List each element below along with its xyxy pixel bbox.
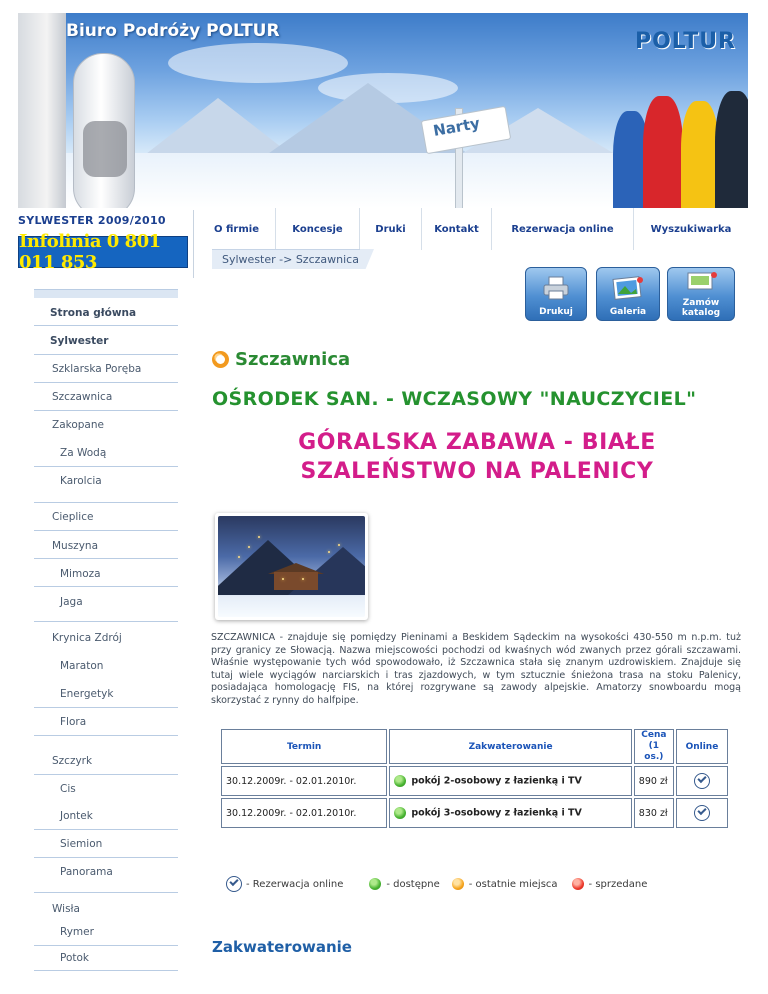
menu-kontakt[interactable]: Kontakt xyxy=(422,208,492,250)
breadcrumb: Sylwester -> Szczawnica xyxy=(212,249,360,269)
th-cena xyxy=(634,729,674,764)
resort-description: SZCZAWNICA - znajduje się pomiędzy Pieninami a Beskidem Sądeckim na wysokości 430-550 m n.p.m. tuż przy granicy ze Słowacją. Nazwa miejscowości pochodzi od kwaśnych wód zwanych przez górali szczawami. Właśnie występowanie tych wód spowodowało, iż Szczawnica stała się znanym uzdrowiskiem. Znajduje się tutaj wiele wyciągów narciarskich i tras zjazdowych, w tym sztucznie śnieżona trasa na stoku Palenicy, posiadająca homologację FIS, na której rozgrywane są zawody alpejskie. Amatorzy snowboardu mogą skorzystać z rynny do halfpipe. xyxy=(211,632,741,706)
sidebar-item-label: Panorama xyxy=(60,866,113,878)
th-online: Online xyxy=(676,729,728,764)
sidebar-item-label: Flora xyxy=(60,716,87,728)
sidebar-divider xyxy=(34,502,178,503)
green-dot-icon xyxy=(394,807,406,819)
sidebar-item-label: Krynica Zdrój xyxy=(52,632,122,644)
table-header-row xyxy=(221,729,728,764)
table-row xyxy=(221,798,728,828)
skier-figure xyxy=(681,101,719,208)
print-label: Drukuj xyxy=(539,307,573,317)
sidebar-item-label: Szczyrk xyxy=(52,755,93,767)
skier-figure xyxy=(715,91,748,208)
sun-icon xyxy=(212,351,229,368)
row-cena: 830 zł xyxy=(634,798,674,828)
th-termin: Termin xyxy=(221,729,387,764)
sidebar-divider xyxy=(34,382,178,383)
sidebar-divider xyxy=(34,945,178,946)
divider xyxy=(193,210,194,278)
light-decoration xyxy=(258,536,260,538)
sidebar-item-label: Za Wodą xyxy=(60,447,107,459)
sidebar-item-label: Cieplice xyxy=(52,511,94,523)
room-type: pokój 3-osobowy z łazienką i TV xyxy=(411,807,582,819)
sidebar-divider xyxy=(34,466,178,467)
gallery-button[interactable] xyxy=(596,267,660,321)
room-type: pokój 2-osobowy z łazienką i TV xyxy=(411,775,582,787)
sidebar-divider xyxy=(34,410,178,411)
sidebar-item-label: Szczawnica xyxy=(52,391,113,403)
availability-legend xyxy=(226,876,647,892)
menu-wyszukiwarka[interactable]: Wyszukiwarka xyxy=(650,223,732,235)
light-decoration xyxy=(282,578,284,580)
resort-photo-image xyxy=(218,516,365,617)
th-zakwaterowanie: Zakwaterowanie xyxy=(389,729,631,764)
sylwester-label[interactable]: SYLWESTER 2009/2010 xyxy=(18,214,166,227)
catalog-button[interactable] xyxy=(667,267,735,321)
sidebar-item-label: Rymer xyxy=(60,926,94,938)
sidebar-divider xyxy=(34,735,178,736)
row-termin: 30.12.2009r. - 02.01.2010r. xyxy=(221,766,387,796)
light-decoration xyxy=(328,551,330,553)
legend-sold xyxy=(572,878,648,890)
page-title: Szczawnica xyxy=(235,348,351,370)
light-decoration xyxy=(238,556,240,558)
catalog-label-line1: Zamów xyxy=(682,298,720,308)
snowboard-binding xyxy=(83,121,127,177)
sidebar-divider xyxy=(34,558,178,559)
light-decoration xyxy=(338,544,340,546)
sidebar-item-label: Karolcia xyxy=(60,475,102,487)
row-termin: 30.12.2009r. - 02.01.2010r. xyxy=(221,798,387,828)
light-decoration xyxy=(302,578,304,580)
check-circle-icon[interactable] xyxy=(694,773,710,789)
gallery-icon xyxy=(611,275,645,301)
sidebar-item-label: Jaga xyxy=(60,596,83,608)
sidebar-divider xyxy=(34,325,178,326)
sidebar-divider xyxy=(34,354,178,355)
legend-last xyxy=(452,878,558,890)
catalog-icon xyxy=(682,271,720,293)
top-menu xyxy=(198,208,748,250)
section-title-zakwaterowanie: Zakwaterowanie xyxy=(212,938,352,956)
sidebar-item-label: Potok xyxy=(60,952,90,964)
menu-o-firmie[interactable]: O firmie xyxy=(198,208,276,250)
printer-icon xyxy=(541,275,571,301)
resort-name: OŚRODEK SAN. - WCZASOWY "NAUCZYCIEL" xyxy=(212,388,697,410)
sidebar-item-label: Siemion xyxy=(60,838,103,850)
sidebar-item-label: Maraton xyxy=(60,660,104,672)
sidebar-top-rule xyxy=(34,289,178,298)
site-title: Biuro Podróży POLTUR xyxy=(66,21,280,41)
skier-figure-left xyxy=(18,13,66,208)
sidebar-divider xyxy=(34,892,178,893)
menu-rezerwacja-online[interactable]: Rezerwacja online xyxy=(492,208,634,250)
check-circle-icon[interactable] xyxy=(694,805,710,821)
print-button[interactable] xyxy=(525,267,587,321)
sidebar-item-label: Energetyk xyxy=(60,688,114,700)
th-cena-line2: (1 xyxy=(648,741,660,751)
catalog-label-line2: katalog xyxy=(681,308,721,318)
row-online xyxy=(676,798,728,828)
legend-sold-label: - sprzedane xyxy=(588,878,648,890)
check-circle-icon xyxy=(226,876,242,892)
table-row xyxy=(221,766,728,796)
row-zakwaterowanie xyxy=(389,798,631,828)
ski-sign-text: Narty xyxy=(431,114,482,140)
sidebar-item-label: Zakopane xyxy=(52,419,104,431)
legend-available-label: - dostępne xyxy=(386,878,440,890)
sidebar-item-label: Mimoza xyxy=(60,568,101,580)
sidebar-item-label: Szklarska Poręba xyxy=(52,363,142,375)
th-cena-line1: Cena xyxy=(641,730,667,740)
skiers-group-image xyxy=(603,71,748,208)
orange-dot-icon xyxy=(452,878,464,890)
legend-online xyxy=(226,876,343,892)
event-title: GÓRALSKA ZABAWA - BIAŁE SZALEŃSTWO NA PALENICY xyxy=(298,430,656,484)
menu-druki[interactable]: Druki xyxy=(360,208,422,250)
th-cena-line3: os.) xyxy=(644,752,664,762)
sidebar-divider xyxy=(34,774,178,775)
row-zakwaterowanie xyxy=(389,766,631,796)
sidebar-item-label: Sylwester xyxy=(50,335,109,347)
sidebar-item-label: Cis xyxy=(60,783,76,795)
cloud-decoration xyxy=(168,43,348,83)
sidebar-divider xyxy=(34,621,178,622)
poltur-logo[interactable]: POLTUR xyxy=(634,29,736,54)
red-dot-icon xyxy=(572,878,584,890)
row-online xyxy=(676,766,728,796)
offers-table xyxy=(219,727,730,830)
sidebar-item-label: Wisła xyxy=(52,903,80,915)
sidebar-item-label: Jontek xyxy=(60,810,93,822)
row-cena: 890 zł xyxy=(634,766,674,796)
legend-last-label: - ostatnie miejsca xyxy=(468,878,558,890)
legend-available xyxy=(369,878,439,890)
sidebar-item-label: Strona główna xyxy=(50,307,137,319)
page-title-row xyxy=(212,348,350,370)
skier-figure xyxy=(643,96,683,208)
sidebar-divider xyxy=(34,586,178,587)
sidebar-divider xyxy=(34,707,178,708)
breadcrumb-cap xyxy=(360,249,374,269)
sidebar-divider xyxy=(34,857,178,858)
green-dot-icon xyxy=(394,775,406,787)
green-dot-icon xyxy=(369,878,381,890)
sidebar-divider xyxy=(34,970,178,971)
resort-photo[interactable] xyxy=(215,513,368,620)
sidebar-divider xyxy=(34,829,178,830)
menu-koncesje[interactable]: Koncesje xyxy=(276,208,360,250)
header-banner xyxy=(18,13,748,208)
light-decoration xyxy=(248,546,250,548)
sidebar-item-label: Muszyna xyxy=(52,540,98,552)
sidebar-divider xyxy=(34,530,178,531)
gallery-label: Galeria xyxy=(609,307,647,317)
legend-online-label: - Rezerwacja online xyxy=(246,878,344,890)
lodge xyxy=(274,572,318,590)
infolinia-banner[interactable]: Infolinia 0 801 011 853 xyxy=(18,236,188,268)
